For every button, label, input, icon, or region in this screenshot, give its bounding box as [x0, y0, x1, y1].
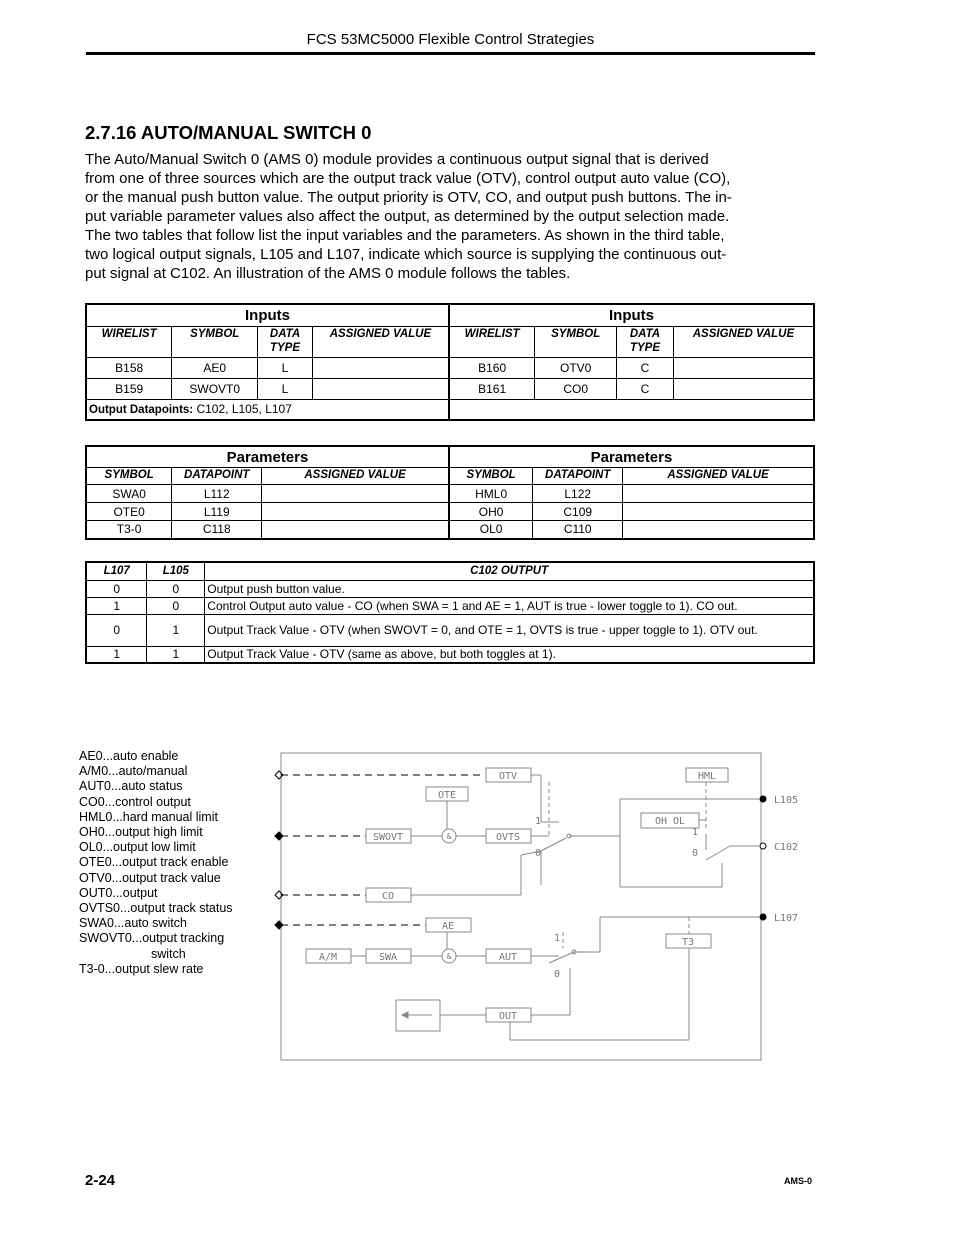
abbreviation-legend [79, 749, 233, 977]
cell-l107: 1 [86, 597, 147, 614]
cell-value [623, 521, 814, 539]
intro-line: two logical output signals, L105 and L107, indicate which source is supplying the continuous out- [85, 246, 727, 263]
cell-l105: 1 [147, 614, 205, 646]
input-diamond-filled [275, 832, 283, 840]
legend-item: AE0...auto enable [79, 749, 179, 763]
col-l105: L105 [147, 562, 205, 580]
cell-type: C [617, 379, 674, 400]
cell-symbol: T3-0 [86, 521, 172, 539]
cell-symbol: SWA0 [86, 485, 172, 503]
table-row [86, 597, 814, 614]
switch-label-one: 1 [554, 933, 561, 944]
params-group-title: Parameters [449, 446, 814, 468]
output-datapoints-label: Output Datapoints: [89, 404, 194, 417]
legend-item: CO0...control output [79, 794, 191, 809]
switch-label-one: 1 [535, 816, 542, 827]
inputs-group-title: Inputs [449, 304, 814, 327]
col-datapoint: DATAPOINT [172, 468, 262, 485]
col-data-type: DATA TYPE [258, 327, 313, 358]
cell-value [673, 358, 814, 379]
module-code: AMS-0 [784, 1176, 813, 1186]
col-symbol: SYMBOL [172, 327, 258, 358]
cell-datapoint: C110 [533, 521, 623, 539]
legend-item: switch [151, 946, 186, 961]
table-row [86, 503, 814, 521]
block-ote: OTE [437, 790, 457, 801]
cell-value [312, 358, 449, 379]
block-swovt: SWOVT [372, 832, 404, 843]
cell-datapoint: L122 [533, 485, 623, 503]
output-dot-filled [760, 796, 766, 802]
legend-item: OVTS0...output track status [79, 901, 233, 916]
cell-value [623, 485, 814, 503]
cell-description: Output Track Value - OTV (when SWOVT = 0, and OTE = 1, OVTS is true - upper toggle to 1). OTV out. [205, 614, 814, 646]
cell-value [262, 503, 449, 521]
intro-line: from one of three sources which are the output track value (OTV), control output auto value (CO), [85, 170, 731, 187]
section-title: 2.7.16 AUTO/MANUAL SWITCH 0 [85, 122, 372, 143]
col-c102-output: C102 OUTPUT [205, 562, 814, 580]
cell-l107: 0 [86, 580, 147, 597]
switch-label-zero: 0 [535, 848, 542, 859]
cell-value [262, 485, 449, 503]
cell-description: Output Track Value - OTV (same as above, but both toggles at 1). [205, 646, 814, 663]
output-datapoints-value: C102, L105, L107 [196, 402, 292, 417]
and-gate-symbol: & [446, 832, 452, 841]
table-row [86, 379, 814, 400]
legend-item: A/M0...auto/manual [79, 764, 188, 779]
cell-symbol: OH0 [449, 503, 533, 521]
header-rule [86, 52, 815, 55]
cell-l105: 1 [147, 646, 205, 663]
table-row [86, 646, 814, 663]
cell-datapoint: L119 [172, 503, 262, 521]
cell-symbol: OL0 [449, 521, 533, 539]
legend-item: OL0...output low limit [79, 840, 196, 855]
block-otv: OTV [498, 771, 518, 782]
cell-datapoint: L112 [172, 485, 262, 503]
cell-type: L [258, 358, 313, 379]
intro-paragraph [85, 150, 815, 283]
cell-symbol: AE0 [172, 358, 258, 379]
col-wirelist: WIRELIST [86, 327, 172, 358]
legend-item: OUT0...output [79, 885, 158, 900]
switch-label-zero: 0 [554, 969, 561, 980]
col-l107: L107 [86, 562, 147, 580]
and-gate-symbol: & [446, 952, 452, 961]
table-row [86, 521, 814, 539]
cell-l107: 0 [86, 614, 147, 646]
params-group-title: Parameters [86, 446, 449, 468]
intro-line: or the manual push button value. The output priority is OTV, CO, and output push buttons. The in- [85, 189, 732, 206]
cell-value [673, 379, 814, 400]
block-ovts: OVTS [495, 832, 521, 843]
col-assigned-value: ASSIGNED VALUE [623, 468, 814, 485]
cell-type: L [258, 379, 313, 400]
legend-item: SWOVT0...output tracking [79, 931, 225, 946]
col-assigned-value: ASSIGNED VALUE [312, 327, 449, 358]
cell-l107: 1 [86, 646, 147, 663]
cell-value [623, 503, 814, 521]
block-swa: SWA [378, 952, 398, 963]
legend-item: SWA0...auto switch [79, 916, 187, 931]
switch-label-one: 1 [692, 827, 699, 838]
inputs-group-title: Inputs [86, 304, 449, 327]
table-row [86, 358, 814, 379]
legend-item: T3-0...output slew rate [79, 961, 204, 976]
block-co: CO [381, 891, 395, 902]
intro-line: The Auto/Manual Switch 0 (AMS 0) module provides a continuous output signal that is derived [85, 151, 709, 168]
col-datapoint: DATAPOINT [533, 468, 623, 485]
cell-l105: 0 [147, 580, 205, 597]
col-symbol: SYMBOL [535, 327, 617, 358]
intro-line: put variable parameter values also affect the output, as determined by the output selection made. [85, 208, 730, 225]
col-assigned-value: ASSIGNED VALUE [673, 327, 814, 358]
inputs-table [85, 303, 815, 421]
col-data-type: DATA TYPE [617, 327, 674, 358]
cell-symbol: HML0 [449, 485, 533, 503]
table-row [86, 485, 814, 503]
intro-line: The two tables that follow list the input variables and the parameters. As shown in the third table, [85, 227, 725, 244]
output-c102: C102 [774, 842, 799, 853]
table-row [86, 580, 814, 597]
cell-value [312, 379, 449, 400]
legend-item: AUT0...auto status [79, 779, 183, 794]
output-datapoints [86, 400, 449, 420]
cell-datapoint: C118 [172, 521, 262, 539]
cell-symbol: CO0 [535, 379, 617, 400]
cell-description: Control Output auto value - CO (when SWA = 1 and AE = 1, AUT is true - lower toggle to 1). CO out. [205, 597, 814, 614]
intro-line: put signal at C102. An illustration of the AMS 0 module follows the tables. [85, 265, 571, 282]
cell-type: C [617, 358, 674, 379]
block-ae: AE [441, 921, 455, 932]
cell-symbol: OTE0 [86, 503, 172, 521]
table-row [86, 614, 814, 646]
switch-label-zero: 0 [692, 848, 699, 859]
col-symbol: SYMBOL [86, 468, 172, 485]
legend-item: OTE0...output track enable [79, 855, 229, 870]
block-aut: AUT [498, 952, 518, 963]
cell-description: Output push button value. [205, 580, 814, 597]
output-l105: L105 [774, 795, 799, 806]
col-symbol: SYMBOL [449, 468, 533, 485]
block-ohol: OH OL [654, 816, 686, 827]
col-wirelist: WIRELIST [449, 327, 535, 358]
cell-symbol: SWOVT0 [172, 379, 258, 400]
col-assigned-value: ASSIGNED VALUE [262, 468, 449, 485]
output-table [85, 561, 815, 664]
output-l107: L107 [774, 913, 799, 924]
page-header: FCS 53MC5000 Flexible Control Strategies [306, 31, 595, 48]
cell-wirelist: B161 [449, 379, 535, 400]
cell-wirelist: B158 [86, 358, 172, 379]
block-am: A/M [318, 952, 338, 963]
legend-item: HML0...hard manual limit [79, 809, 218, 824]
output-dot-open [760, 843, 766, 849]
cell-wirelist: B160 [449, 358, 535, 379]
block-t3: T3 [681, 937, 695, 948]
parameters-table [85, 445, 815, 540]
block-out: OUT [498, 1011, 518, 1022]
ams-block-diagram [268, 748, 808, 1068]
cell-datapoint: C109 [533, 503, 623, 521]
legend-item: OH0...output high limit [79, 825, 203, 840]
block-hml: HML [697, 771, 717, 782]
cell-symbol: OTV0 [535, 358, 617, 379]
cell-value [262, 521, 449, 539]
input-diamond-filled [275, 921, 283, 929]
cell-wirelist: B159 [86, 379, 172, 400]
cell-l105: 0 [147, 597, 205, 614]
output-dot-filled [760, 914, 766, 920]
empty-cell [449, 400, 814, 420]
page-number: 2-24 [85, 1172, 116, 1189]
legend-item: OTV0...output track value [79, 870, 221, 885]
